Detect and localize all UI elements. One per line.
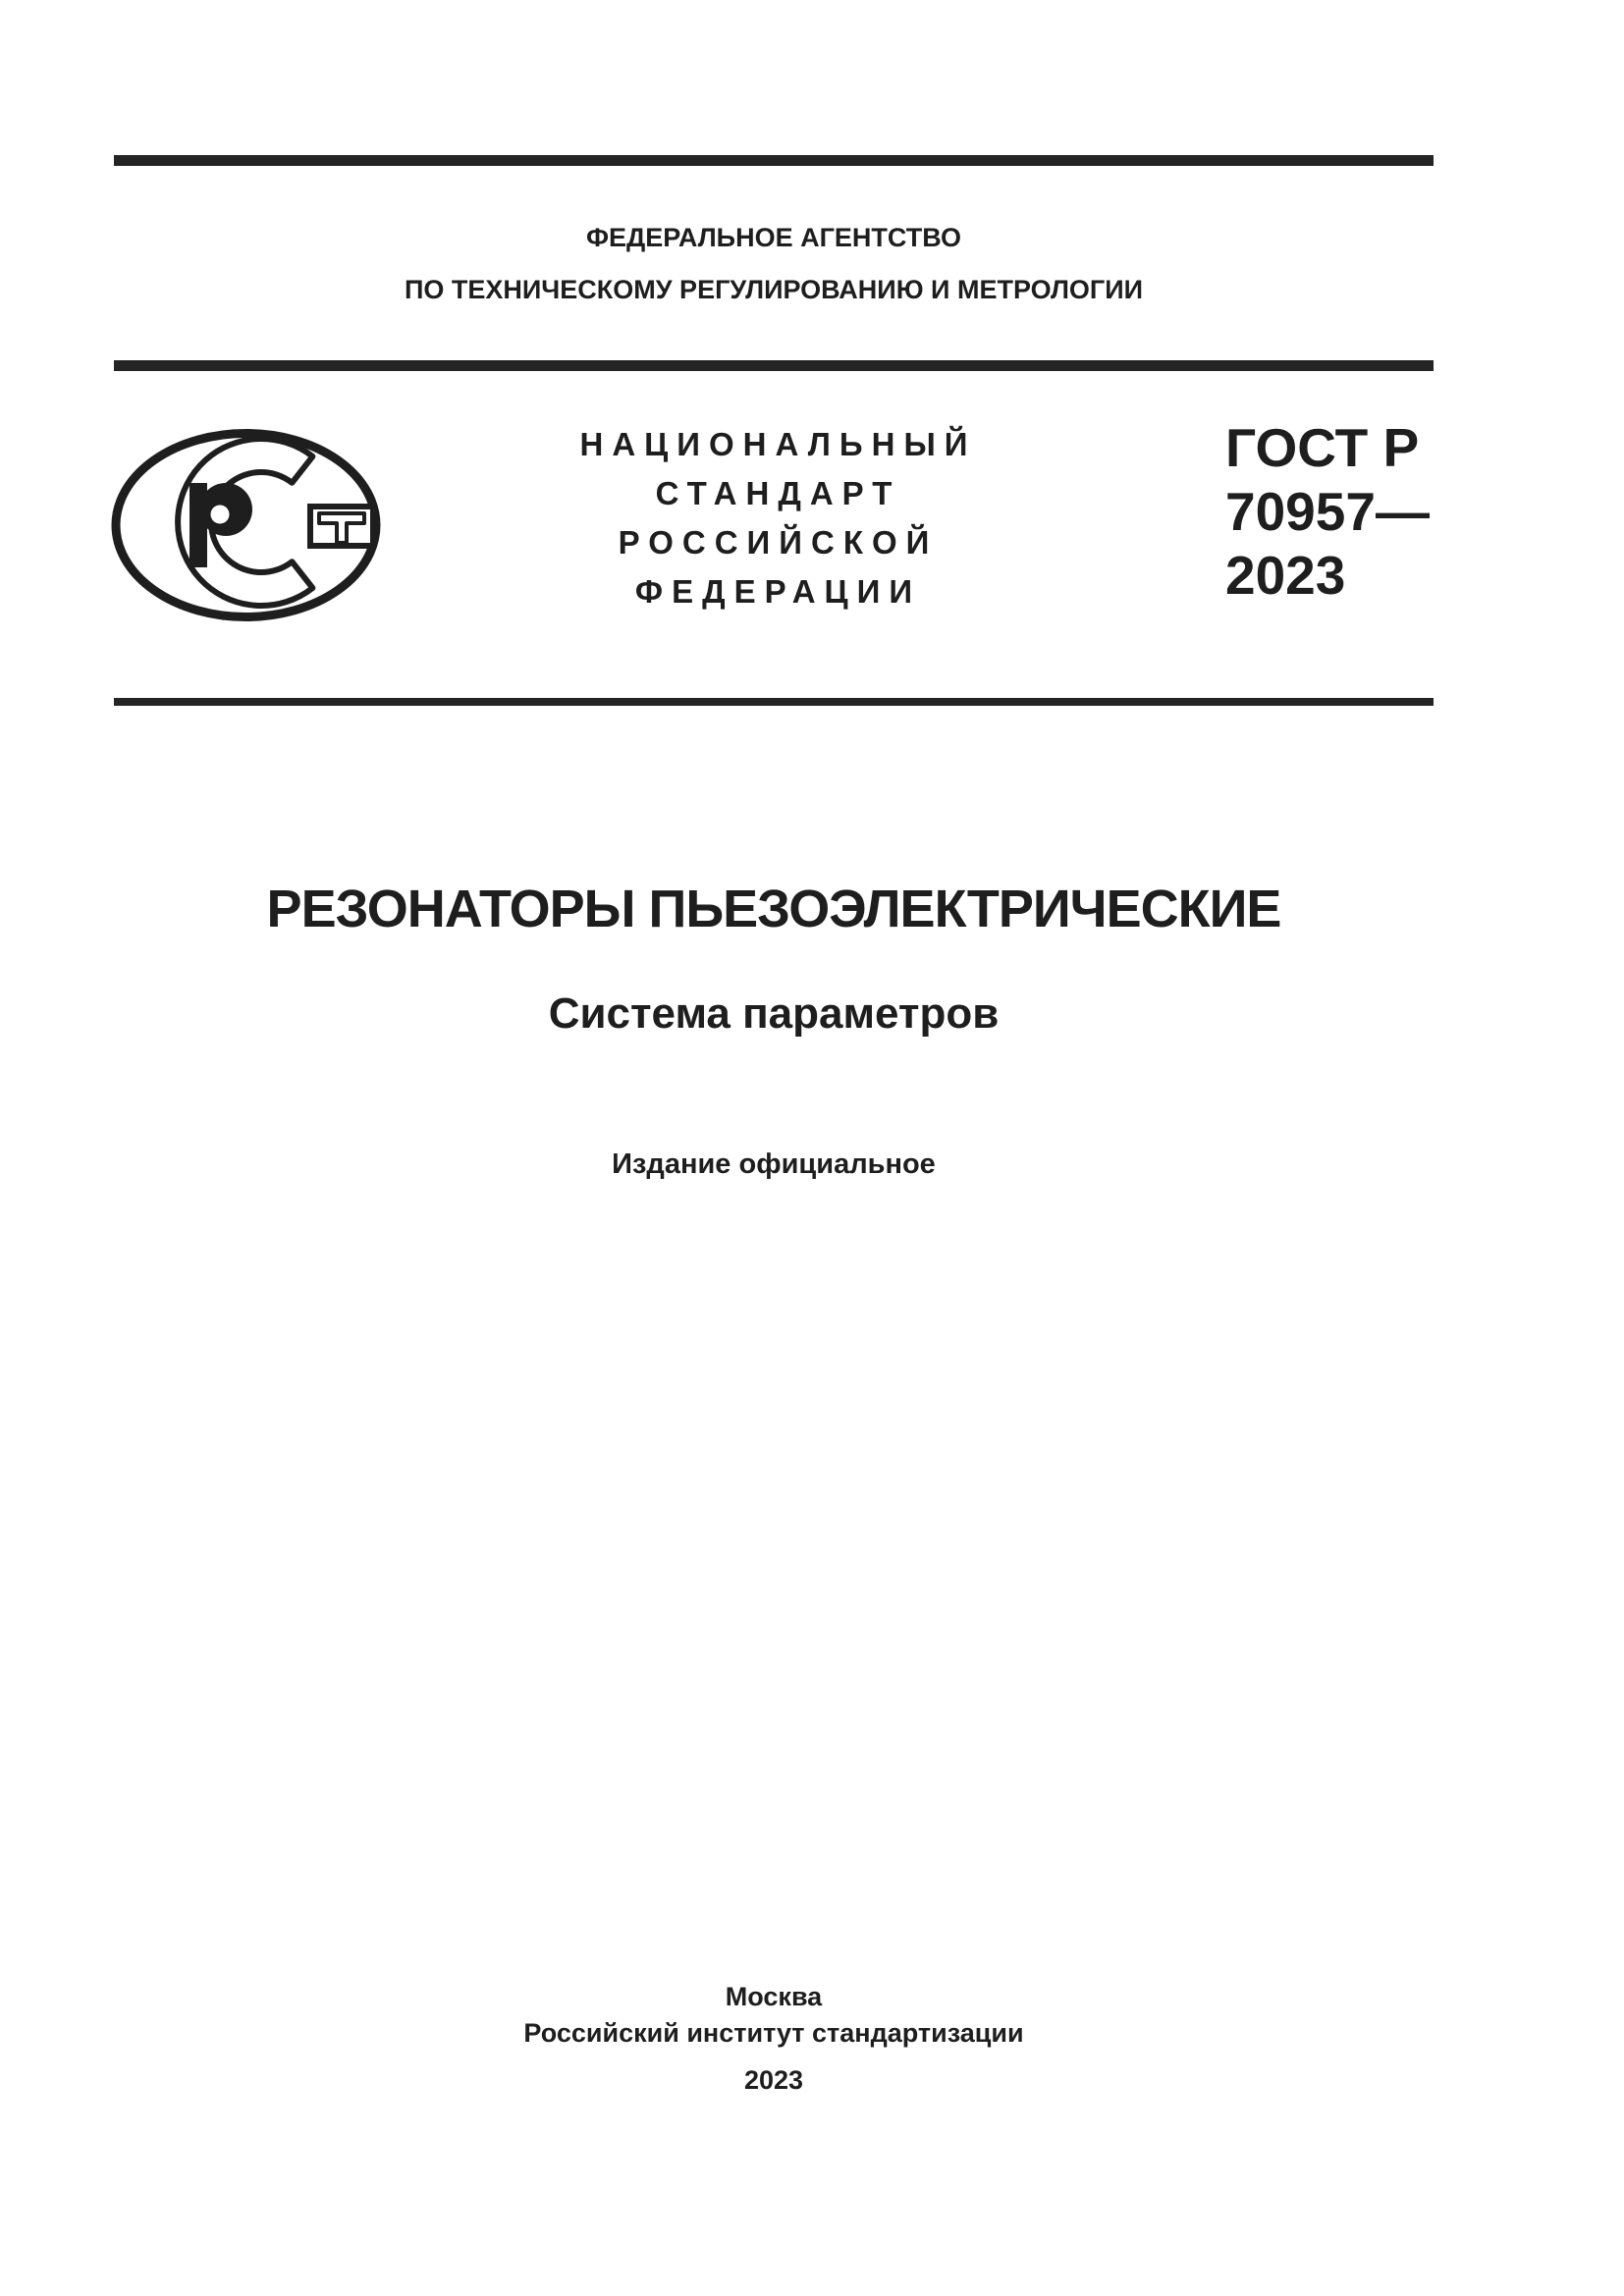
middle-rule [114,360,1434,371]
standard-kind-line: ФЕДЕРАЦИИ [634,573,922,610]
bottom-rule [114,698,1434,706]
standard-designation [1225,416,1434,608]
document-title: РЕЗОНАТОРЫ ПЬЕЗОЭЛЕКТРИЧЕСКИЕ [266,880,1281,938]
imprint-year: 2023 [743,2065,804,2095]
designation-line: 2023 [1225,545,1346,606]
edition-note: Издание официальное [612,1148,936,1180]
designation-line: 70957— [1225,481,1430,542]
designation-line: ГОСТ Р [1225,417,1420,478]
agency-name-line1: ФЕДЕРАЛЬНОЕ АГЕНТСТВО [585,223,962,252]
document-subtitle: Система параметров [548,989,1000,1038]
imprint-city: Москва [725,1982,823,2011]
standard-kind-block [324,420,1223,616]
logo-letter-r-counter [211,506,230,524]
imprint-publisher: Российский институт стандартизации [523,2018,1024,2048]
top-rule [114,155,1434,166]
standard-kind-line: РОССИЙСКОЙ [618,524,939,561]
standard-kind-line: СТАНДАРТ [655,475,901,511]
standard-kind-line: НАЦИОНАЛЬНЫЙ [579,426,977,462]
agency-name-line2: ПО ТЕХНИЧЕСКОМУ РЕГУЛИРОВАНИЮ И МЕТРОЛОГИИ [404,275,1144,304]
